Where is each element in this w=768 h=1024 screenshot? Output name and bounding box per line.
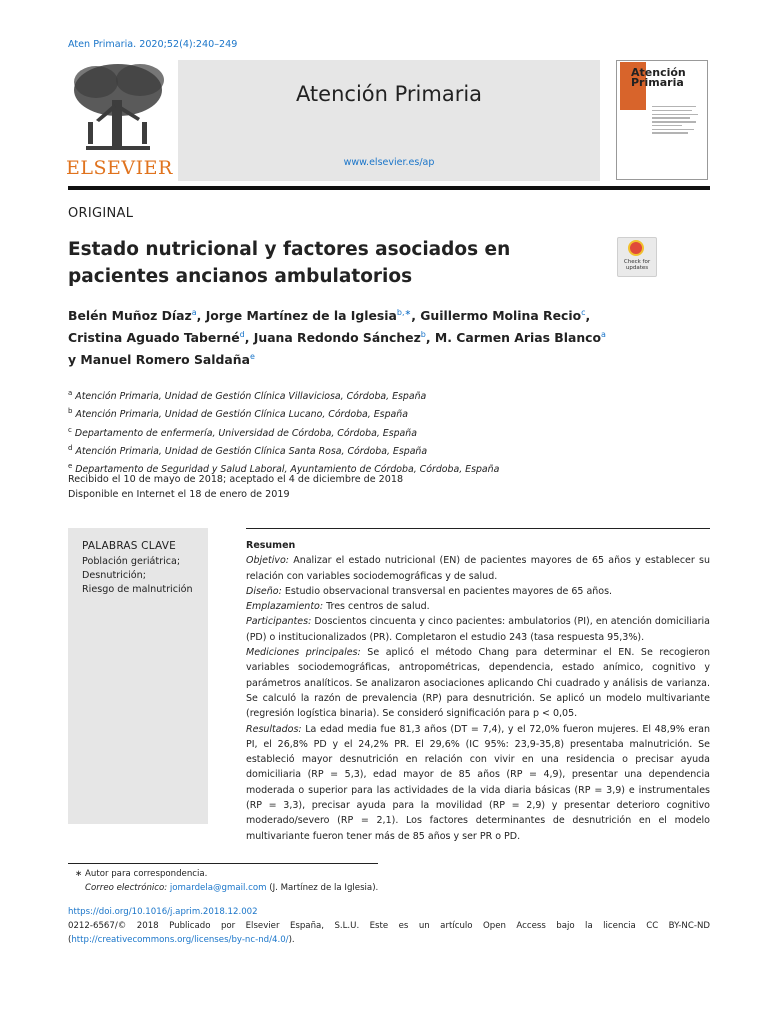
abstract-section-text: La edad media fue 81,3 años (DT = 7,4), y el 72,0% fueron mujeres. El 48,9% eran PI, el 26,8% PD y el 24,2% PR. El 29,6% (IC 95%: 23,9-35,8) presentaba malnutrición. Se estableció mayor desnutrición en relación con vivir en una residencia o precisar ayuda domiciliaria (RP = 5,3), edad mayor de 85 años (RP = 4,9), presentar una dependencia moderada o superior para las actividades de la vida diaria básicas (RP = 3,9) e instrumentales (RP = 3,3), precisar ayuda para la movilidad (RP = 2,9) y presentar deterioro cognitivo moderado/severo (RP = 2,1). Los factores determinantes de desnutrición en el modelo multivariante fueron tener más de 85 años y ser PR o PD. bbox=[246, 723, 710, 842]
check-updates-icon bbox=[628, 240, 644, 256]
affiliation-letter: e bbox=[68, 462, 73, 471]
license-url-link[interactable]: http://creativecommons.org/licenses/by-nc-nd/4.0/ bbox=[71, 934, 289, 945]
keywords-heading: PALABRAS CLAVE bbox=[82, 540, 176, 552]
abstract-section-label: Resultados: bbox=[246, 723, 302, 735]
abstract bbox=[246, 538, 710, 844]
keyword-item: Desnutrición; bbox=[82, 570, 146, 581]
abstract-section bbox=[246, 614, 710, 645]
abstract-section-label: Mediciones principales: bbox=[246, 647, 361, 659]
author-affiliation-marker[interactable]: c bbox=[581, 308, 586, 317]
affiliation-item bbox=[68, 441, 708, 459]
journal-title: Atención Primaria bbox=[295, 82, 483, 106]
author-name: Juana Redondo Sánchez bbox=[253, 330, 421, 346]
author-affiliation-marker[interactable]: a bbox=[191, 308, 197, 317]
cover-title bbox=[631, 68, 686, 88]
abstract-section bbox=[246, 584, 710, 599]
email-label: Correo electrónico: bbox=[85, 883, 168, 893]
email-link[interactable]: jomardela@gmail.com bbox=[169, 883, 267, 893]
doi-link[interactable]: https://doi.org/10.1016/j.aprim.2018.12.002 bbox=[68, 907, 258, 917]
elsevier-wordmark: ELSEVIER bbox=[66, 157, 173, 179]
abstract-section-text: Estudio observacional transversal en pacientes mayores de 65 años. bbox=[284, 585, 613, 597]
abstract-section-label: Objetivo: bbox=[246, 555, 289, 567]
author-name: M. Carmen Arias Blanco bbox=[434, 330, 601, 346]
affiliation-letter: b bbox=[68, 407, 73, 416]
author-name: Jorge Martínez de la Iglesia bbox=[205, 308, 397, 324]
author-separator: , bbox=[425, 330, 435, 346]
cover-text-lines bbox=[652, 106, 700, 136]
abstract-section bbox=[246, 722, 710, 844]
journal-citation[interactable]: Aten Primaria. 2020;52(4):240–249 bbox=[68, 39, 238, 50]
affiliation-letter: d bbox=[68, 443, 73, 452]
author-name: Guillermo Molina Recio bbox=[420, 308, 582, 324]
abstract-section-label: Emplazamiento: bbox=[246, 601, 324, 613]
cover-title-line2: Primaria bbox=[631, 76, 684, 89]
author-affiliation-marker[interactable]: d bbox=[239, 330, 245, 340]
author-separator: , bbox=[411, 308, 421, 324]
abstract-section bbox=[246, 553, 710, 584]
license-close: ). bbox=[288, 934, 295, 945]
keyword-item: Riesgo de malnutrición bbox=[82, 584, 193, 595]
author-affiliation-marker[interactable]: a bbox=[601, 330, 606, 340]
affiliation-text: Departamento de enfermería, Universidad de Córdoba, Córdoba, España bbox=[74, 427, 417, 439]
affiliation-text: Atención Primaria, Unidad de Gestión Clínica Lucano, Córdoba, España bbox=[75, 409, 408, 421]
header-rule bbox=[68, 186, 710, 190]
section-label: ORIGINAL bbox=[68, 206, 134, 221]
author-name: Belén Muñoz Díaz bbox=[68, 308, 192, 324]
abstract-section-label: Participantes: bbox=[246, 616, 312, 628]
check-updates-label: Check for updates bbox=[623, 259, 651, 271]
license-text: 0212-6567/© 2018 Publicado por Elsevier España, S.L.U. Este es un artículo Open Access bajo la licencia CC BY-NC-ND ( bbox=[68, 921, 710, 945]
affiliation-text: Atención Primaria, Unidad de Gestión Clínica Villaviciosa, Córdoba, España bbox=[75, 391, 427, 403]
author-name: y Manuel Romero Saldaña bbox=[68, 352, 250, 368]
footnote-rule bbox=[68, 863, 378, 864]
abstract-section-text: Se aplicó el método Chang para determinar el EN. Se recogieron variables sociodemográficas, antropométricas, dependencia, estado anímico, cognitivo y parámetros analíticos. Se analizaron asociaciones aplicando Chi cuadrado y análisis de varianza. Se calculó la razón de prevalencia (RP) para desnutrición. Se aplicó un modelo multivariante (regresión logística binaria). Se consideró significación para p < 0,05. bbox=[246, 647, 710, 720]
author-affiliation-marker[interactable]: b bbox=[420, 330, 426, 340]
author-affiliation-marker[interactable]: b,∗ bbox=[396, 308, 412, 317]
affiliation-item bbox=[68, 423, 708, 441]
article-title: Estado nutricional y factores asociados en pacientes ancianos ambulatorios bbox=[68, 239, 511, 287]
article-history bbox=[68, 473, 708, 502]
received-date: Recibido el 10 de mayo de 2018; aceptado el 4 de diciembre de 2018 bbox=[68, 474, 404, 485]
abstract-section-text: Analizar el estado nutricional (EN) de pacientes mayores de 65 años y establecer su relación con variables sociodemográficas y de salud. bbox=[246, 555, 710, 582]
online-date: Disponible en Internet el 18 de enero de 2019 bbox=[68, 488, 290, 500]
abstract-section-label: Diseño: bbox=[246, 585, 282, 597]
author-separator: , bbox=[244, 330, 254, 346]
author-separator: , bbox=[196, 308, 206, 324]
author-list bbox=[68, 303, 688, 369]
footnote-text: Autor para correspondencia. bbox=[85, 869, 208, 879]
abstract-section-text: Doscientos cincuenta y cinco pacientes: ambulatorios (PI), en atención domiciliaria (PD) o institucionalizados (PR). Completaron el estudio 243 (tasa respuesta 95,3%). bbox=[246, 616, 710, 643]
cover-title-line1: Atención bbox=[631, 66, 686, 79]
abstract-heading: Resumen bbox=[246, 540, 296, 551]
footnote-marker: ∗ bbox=[75, 869, 83, 879]
abstract-section bbox=[246, 645, 710, 721]
affiliation-letter: c bbox=[68, 425, 72, 434]
author-affiliation-marker[interactable]: e bbox=[249, 352, 255, 362]
corresponding-author-footnote bbox=[75, 867, 715, 895]
abstract-section bbox=[246, 599, 710, 614]
keyword-item: Población geriátrica; bbox=[82, 556, 181, 567]
affiliation-item bbox=[68, 386, 708, 404]
affiliation-text: Atención Primaria, Unidad de Gestión Clínica Santa Rosa, Córdoba, España bbox=[75, 446, 428, 458]
abstract-section-text: Tres centros de salud. bbox=[326, 601, 430, 613]
author-name: Cristina Aguado Taberné bbox=[68, 330, 240, 346]
affiliation-item bbox=[68, 404, 708, 422]
license-statement bbox=[68, 920, 710, 947]
affiliation-letter: a bbox=[68, 389, 73, 397]
abstract-rule bbox=[246, 528, 710, 529]
keywords-list bbox=[82, 555, 206, 597]
journal-url-link[interactable]: www.elsevier.es/ap bbox=[343, 157, 435, 168]
affiliation-text: Departamento de Seguridad y Salud Laboral, Ayuntamiento de Córdoba, Córdoba, España bbox=[75, 464, 500, 476]
author-separator: , bbox=[585, 308, 591, 324]
affiliation-list bbox=[68, 386, 708, 478]
email-owner: (J. Martínez de la Iglesia). bbox=[269, 883, 379, 893]
